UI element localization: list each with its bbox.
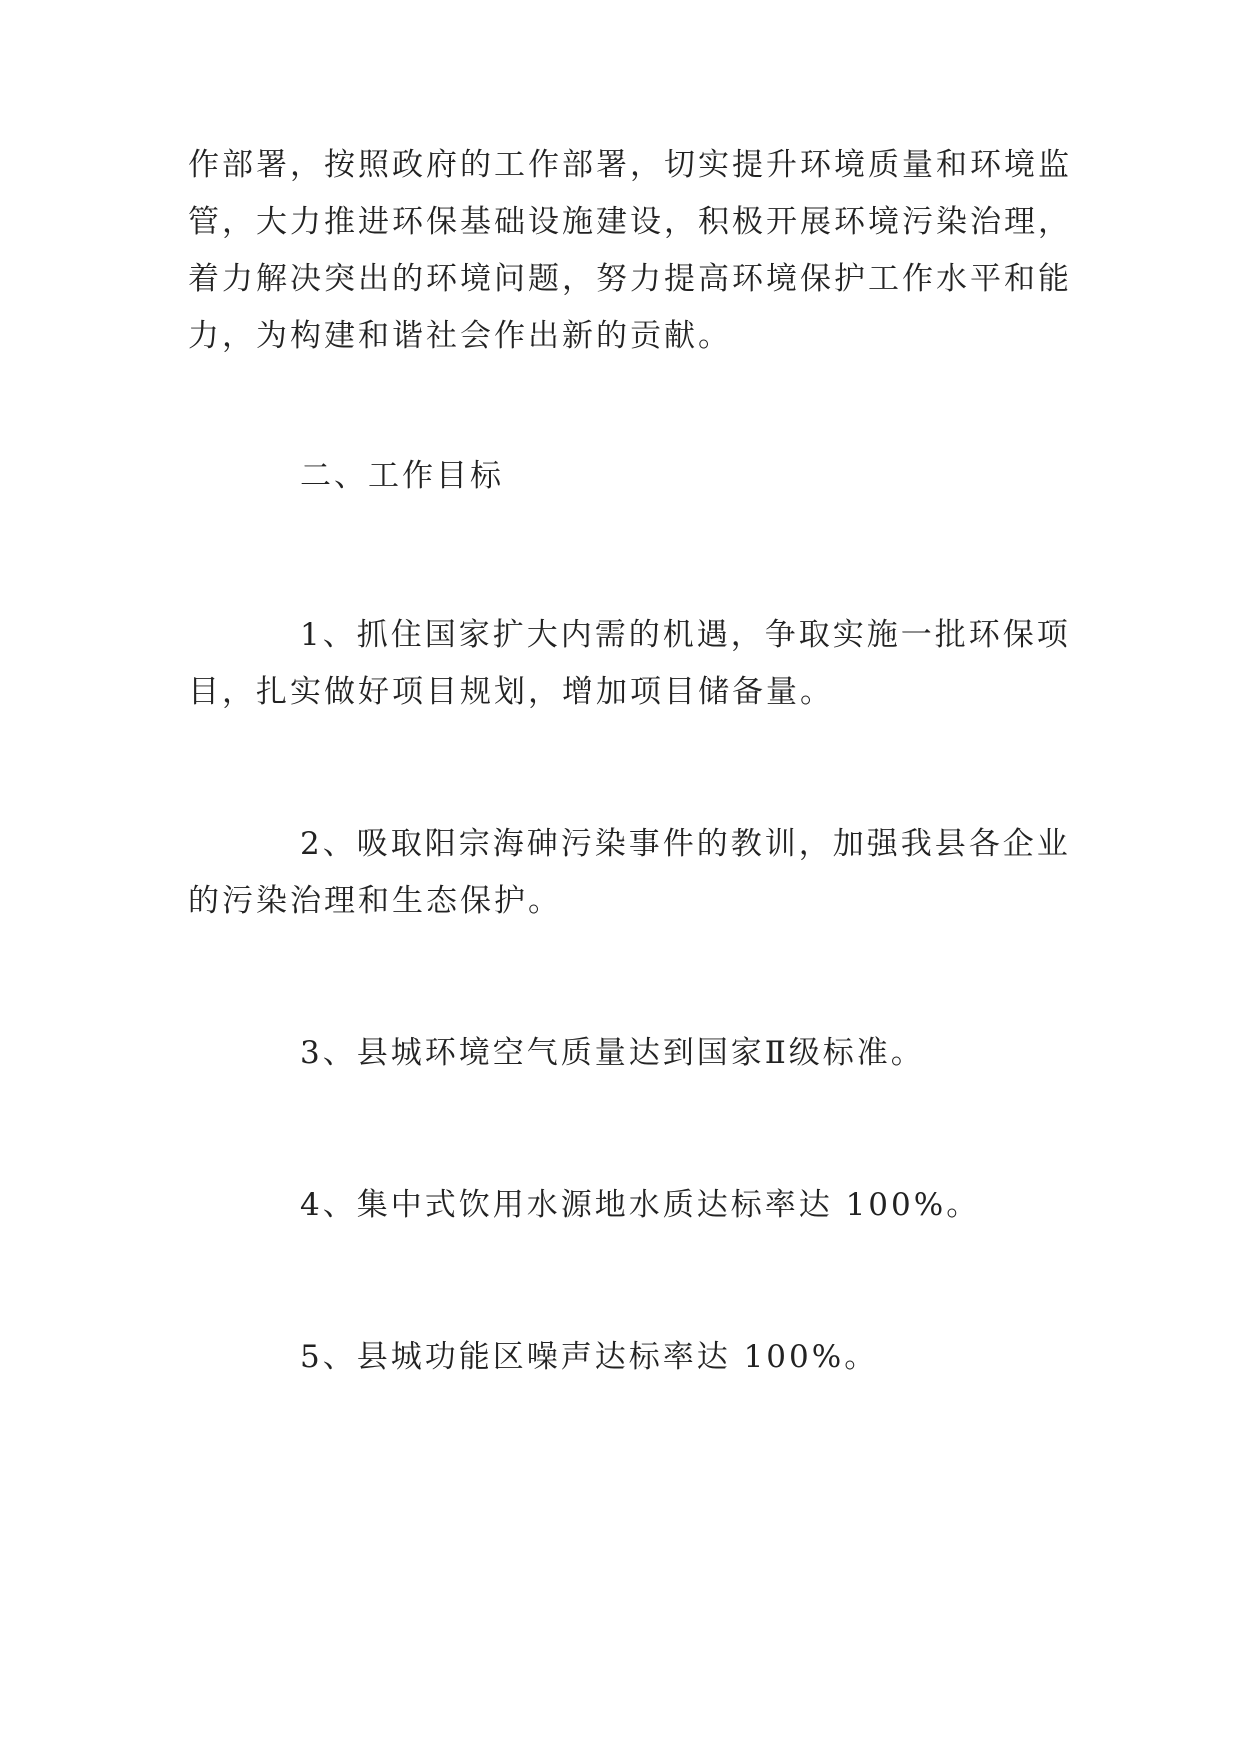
goal-line: 目，扎实做好项目规划，增加项目储备量。 (188, 674, 834, 710)
paragraph-line: 着力解决突出的环境问题，努力提高环境保护工作水平和能 (188, 261, 1072, 297)
goal-item-1 (188, 607, 1071, 721)
goal-line: 4、集中式饮用水源地水质达标率达 100%。 (300, 1187, 981, 1223)
goal-item-5 (188, 1329, 1068, 1386)
goal-line: 的污染治理和生态保护。 (188, 883, 562, 919)
paragraph-line: 力，为构建和谐社会作出新的贡献。 (188, 318, 732, 354)
goal-item-3 (188, 1025, 1068, 1082)
paragraph-line: 管，大力推进环保基础设施建设，积极开展环境污染治理， (188, 204, 1072, 240)
section-heading: 二、工作目标 (300, 458, 504, 494)
goal-line: 3、县城环境空气质量达到国家Ⅱ级标准。 (300, 1035, 925, 1071)
goal-line: 2、吸取阳宗海砷污染事件的教训，加强我县各企业 (300, 826, 1071, 862)
goal-line: 5、县城功能区噪声达标率达 100%。 (300, 1339, 879, 1375)
goal-item-4 (188, 1177, 1068, 1234)
section-heading-block (188, 448, 1068, 505)
intro-paragraph (188, 137, 1072, 365)
paragraph-line: 作部署，按照政府的工作部署，切实提升环境质量和环境监 (188, 147, 1072, 183)
goal-item-2 (188, 816, 1071, 930)
goal-line: 1、抓住国家扩大内需的机遇，争取实施一批环保项 (300, 617, 1071, 653)
